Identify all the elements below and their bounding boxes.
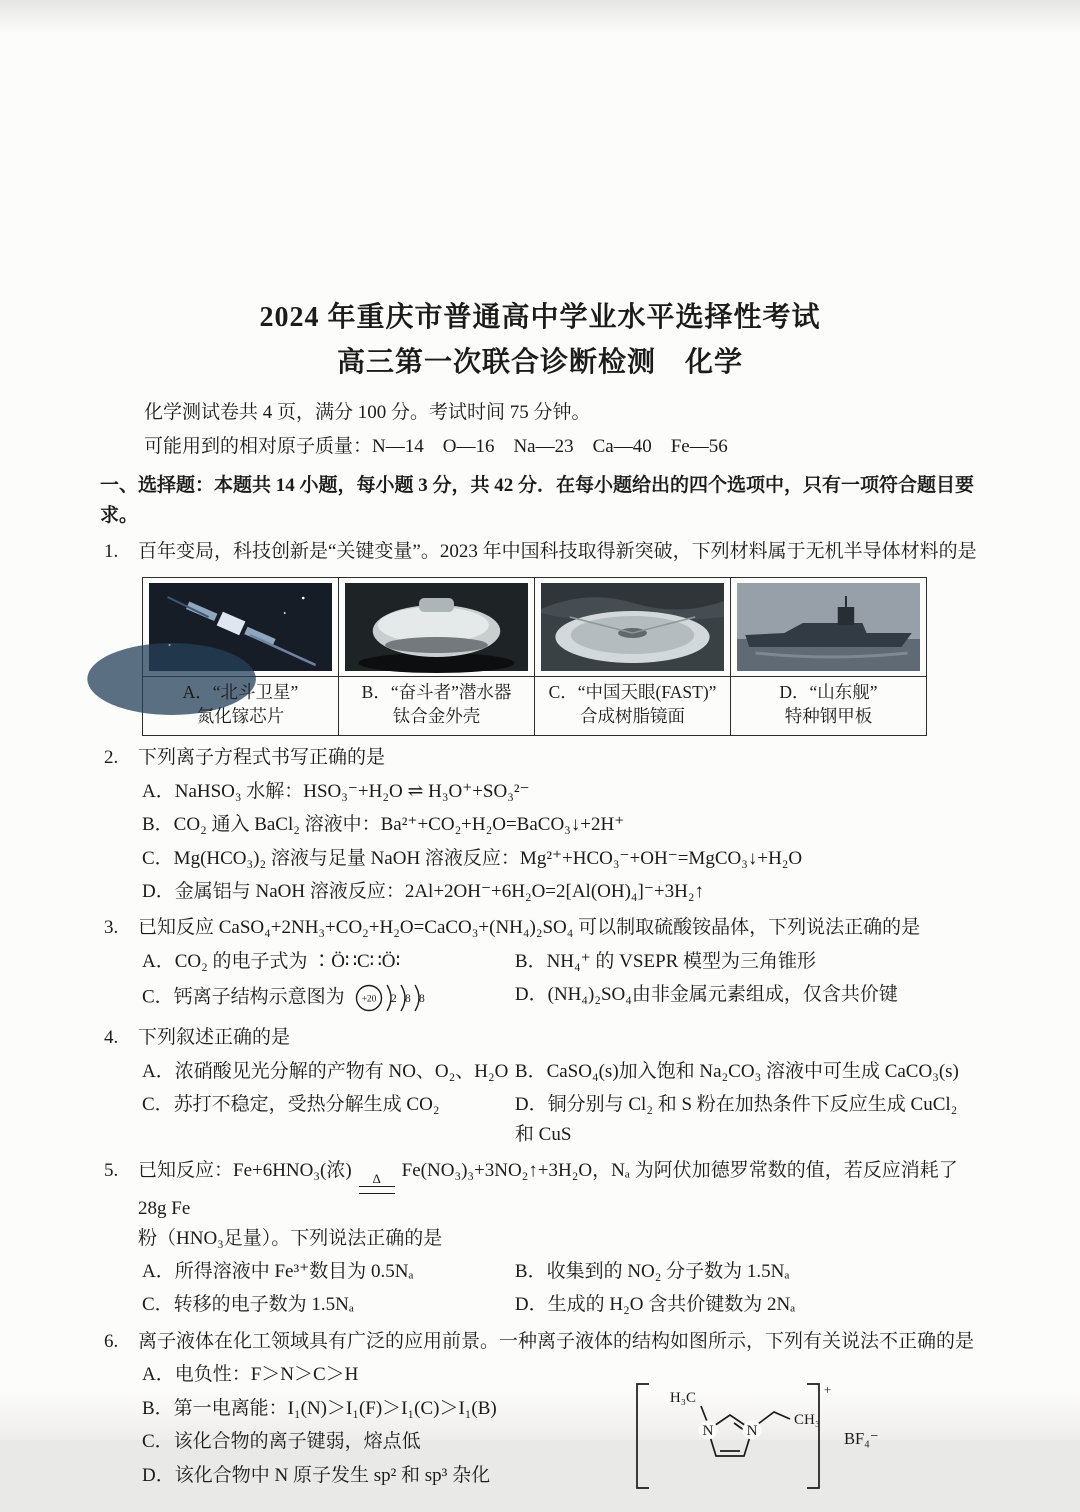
q4-option-b: B．CaSO₄(s)加入饱和 Na₂CO₃ 溶液中可生成 CaCO₃(s) (514, 1060, 959, 1082)
q3-option-b: B．NH₄⁺ 的 VSEPR 模型为三角锥形 (514, 950, 817, 972)
q5-stem-pre: 已知反应：Fe+6HNO₃(浓) (138, 1160, 352, 1182)
fast-telescope-photo (541, 583, 724, 671)
q5-option-b: B．收集到的 NO₂ 分子数为 1.5Nₐ (514, 1260, 790, 1282)
exam-title-line2: 高三第一次联合诊断检测 化学 (336, 347, 743, 379)
question-5-number: 5. (104, 1160, 119, 1182)
question-5-stem (138, 1156, 980, 1253)
photo-row (143, 577, 927, 676)
option-c-caption-line1: C．“中国天眼(FAST)” (548, 681, 717, 702)
ethyl-terminal-label: CH₃ (793, 1412, 820, 1429)
exam-title-line1: 2024 年重庆市普通高中学业水平选择性考试 (259, 302, 821, 333)
q6-option-c: C．该化合物的离子键弱，熔点低 (142, 1431, 421, 1453)
q5-options-row-1 (142, 1257, 980, 1286)
q3-option-a: A．CO₂ 的电子式为 ∶Ö∷C∷Ö∶ (142, 950, 401, 972)
question-5 (100, 1156, 980, 1253)
photo-cell-c (535, 577, 731, 676)
delta-symbol: Δ (372, 1171, 381, 1187)
q6-options-and-figure (100, 1356, 980, 1511)
q3-option-d: D．(NH₄)₂SO₄由非金属元素组成，仅含共价键 (514, 984, 898, 1006)
question-1 (100, 537, 980, 566)
ring-nitrogen-left: N (702, 1423, 714, 1440)
q6-option-b: B．第一电离能：I₁(N)＞I₁(F)＞I₁(C)＞I₁(B) (142, 1397, 497, 1419)
question-1-number: 1. (104, 541, 119, 563)
q3-options-row-2 (142, 980, 980, 1016)
q6-figure-area (602, 1356, 980, 1511)
question-2 (100, 743, 980, 772)
question-6-number: 6. (104, 1330, 119, 1352)
photo-cell-b (339, 577, 535, 676)
question-3-stem: 已知反应 CaSO₄+2NH₃+CO₂+H₂O=CaCO₃+(NH₄)₂SO₄ 可以制取硫酸铵晶体，下列说法正确的是 (138, 917, 921, 939)
q4-option-d: D．铜分别与 Cl₂ 和 S 粉在加热条件下反应生成 CuCl₂ 和 CuS (514, 1094, 958, 1145)
option-a-caption-line2: 氮化镓芯片 (196, 706, 285, 727)
option-d-caption-line2: 特种钢甲板 (784, 706, 873, 727)
q5-options-row-2 (142, 1290, 980, 1319)
q4-options-row-2 (142, 1090, 980, 1149)
calcium-ion-structure-diagram (354, 980, 438, 1016)
question-2-number: 2. (104, 747, 119, 769)
q5-option-d: D．生成的 H₂O 含共价键数为 2Nₐ (514, 1294, 796, 1316)
q2-option-a: A．NaHSO₃ 水解：HSO₃⁻+H₂O ⇌ H₃O⁺+SO₃²⁻ (142, 780, 530, 802)
q4-option-c: C．苏打不稳定，受热分解生成 CO₂ (142, 1094, 440, 1116)
delta-over-equals (359, 1172, 395, 1194)
question-6 (100, 1327, 980, 1356)
shell-2-electrons: 8 (405, 993, 412, 1006)
tetrafluoroborate-anion: BF₄⁻ (843, 1429, 879, 1449)
option-b-caption-line1: B．“奋斗者”潜水器 (361, 681, 512, 702)
photo-cell-a (143, 577, 339, 676)
shell-1-electrons: 2 (391, 993, 398, 1006)
q6-option-d: D．该化合物中 N 原子发生 sp² 和 sp³ 杂化 (142, 1464, 491, 1486)
caption-cell-b (339, 676, 535, 736)
question-4 (100, 1023, 980, 1052)
q5-stem-line1 (138, 1156, 980, 1223)
q4-option-a: A．浓硝酸见光分解的产物有 NO、O₂、H₂O (142, 1060, 509, 1082)
q3-options-row-1 (142, 947, 980, 976)
q3-option-c (142, 980, 515, 1016)
question-6-stem: 离子液体在化工领域具有广泛的应用前景。一种离子液体的结构如图所示，下列有关说法不正确的是 (138, 1330, 975, 1352)
caption-cell-c (535, 676, 731, 736)
q2-option-d: D．金属铝与 NaOH 溶液反应：2Al+2OH⁻+6H₂O=2[Al(OH)₄]⁻+3H₂↑ (142, 881, 704, 902)
option-c-caption-line2: 合成树脂镜面 (580, 706, 685, 727)
fendouzhe-submersible-photo (345, 583, 528, 671)
ionic-liquid-structure (608, 1372, 918, 1502)
q5-stem-post: Fe(NO₃)₃+3NO₂↑+3H₂O，Nₐ 为阿伏加德罗常数的值，若反应消耗了 28g Fe (138, 1160, 958, 1220)
question-1-stem: 百年变局，科技创新是“关键变量”。2023 年中国科技取得新突破，下列材料属于无机半导体材料的是 (138, 541, 977, 563)
methyl-group-label: H₃C (669, 1390, 696, 1407)
option-a-caption-line1: A．“北斗卫星” (182, 681, 299, 702)
option-d-caption-line1: D．“山东舰” (779, 681, 878, 702)
nucleus-charge: +20 (362, 994, 377, 1005)
q5-stem-line2: 粉（HNO₃足量）。下列说法正确的是 (138, 1227, 443, 1249)
ring-nitrogen-right: N (746, 1423, 758, 1440)
question-3 (100, 913, 980, 942)
q6-option-a: A．电负性：F＞N＞C＞H (142, 1364, 359, 1386)
beidou-satellite-photo (149, 583, 332, 671)
caption-row (143, 676, 927, 736)
question-2-stem: 下列离子方程式书写正确的是 (138, 747, 386, 769)
q6-options-column (100, 1356, 602, 1511)
question-4-stem: 下列叙述正确的是 (138, 1027, 291, 1049)
atomic-mass-line: 可能用到的相对原子质量：N—14 O—16 Na—23 Ca—40 Fe—56 (144, 435, 728, 457)
q3-option-c-text: C．钙离子结构示意图为 (142, 986, 345, 1008)
caption-cell-d (731, 676, 927, 736)
shandong-carrier-photo (737, 583, 920, 671)
equals-sign (359, 1186, 395, 1194)
shell-3-electrons: 8 (419, 993, 426, 1006)
exam-info-line1: 化学测试卷共 4 页，满分 100 分。考试时间 75 分钟。 (144, 402, 591, 424)
q5-option-a: A．所得溶液中 Fe³⁺数目为 0.5Nₐ (142, 1260, 414, 1282)
section-heading: 一、选择题：本题共 14 小题，每小题 3 分，共 42 分．在每小题给出的四个选项中，只有一项符合题目要求。 (100, 475, 975, 526)
cation-charge: + (823, 1382, 831, 1398)
q5-option-c: C．转移的电子数为 1.5Nₐ (142, 1294, 355, 1316)
photo-cell-d (731, 577, 927, 676)
option-b-caption-line2: 钛合金外壳 (392, 706, 481, 727)
q2-option-b: B．CO₂ 通入 BaCl₂ 溶液中：Ba²⁺+CO₂+H₂O=BaCO₃↓+2H⁺ (142, 814, 625, 836)
question-4-number: 4. (104, 1027, 119, 1049)
q4-options-row-1 (142, 1057, 980, 1086)
q2-option-c: C．Mg(HCO₃)₂ 溶液与足量 NaOH 溶液反应：Mg²⁺+HCO₃⁻+OH⁻=MgCO₃↓+H₂O (142, 847, 803, 869)
question-3-number: 3. (104, 917, 119, 939)
question-1-image-table (142, 577, 927, 737)
